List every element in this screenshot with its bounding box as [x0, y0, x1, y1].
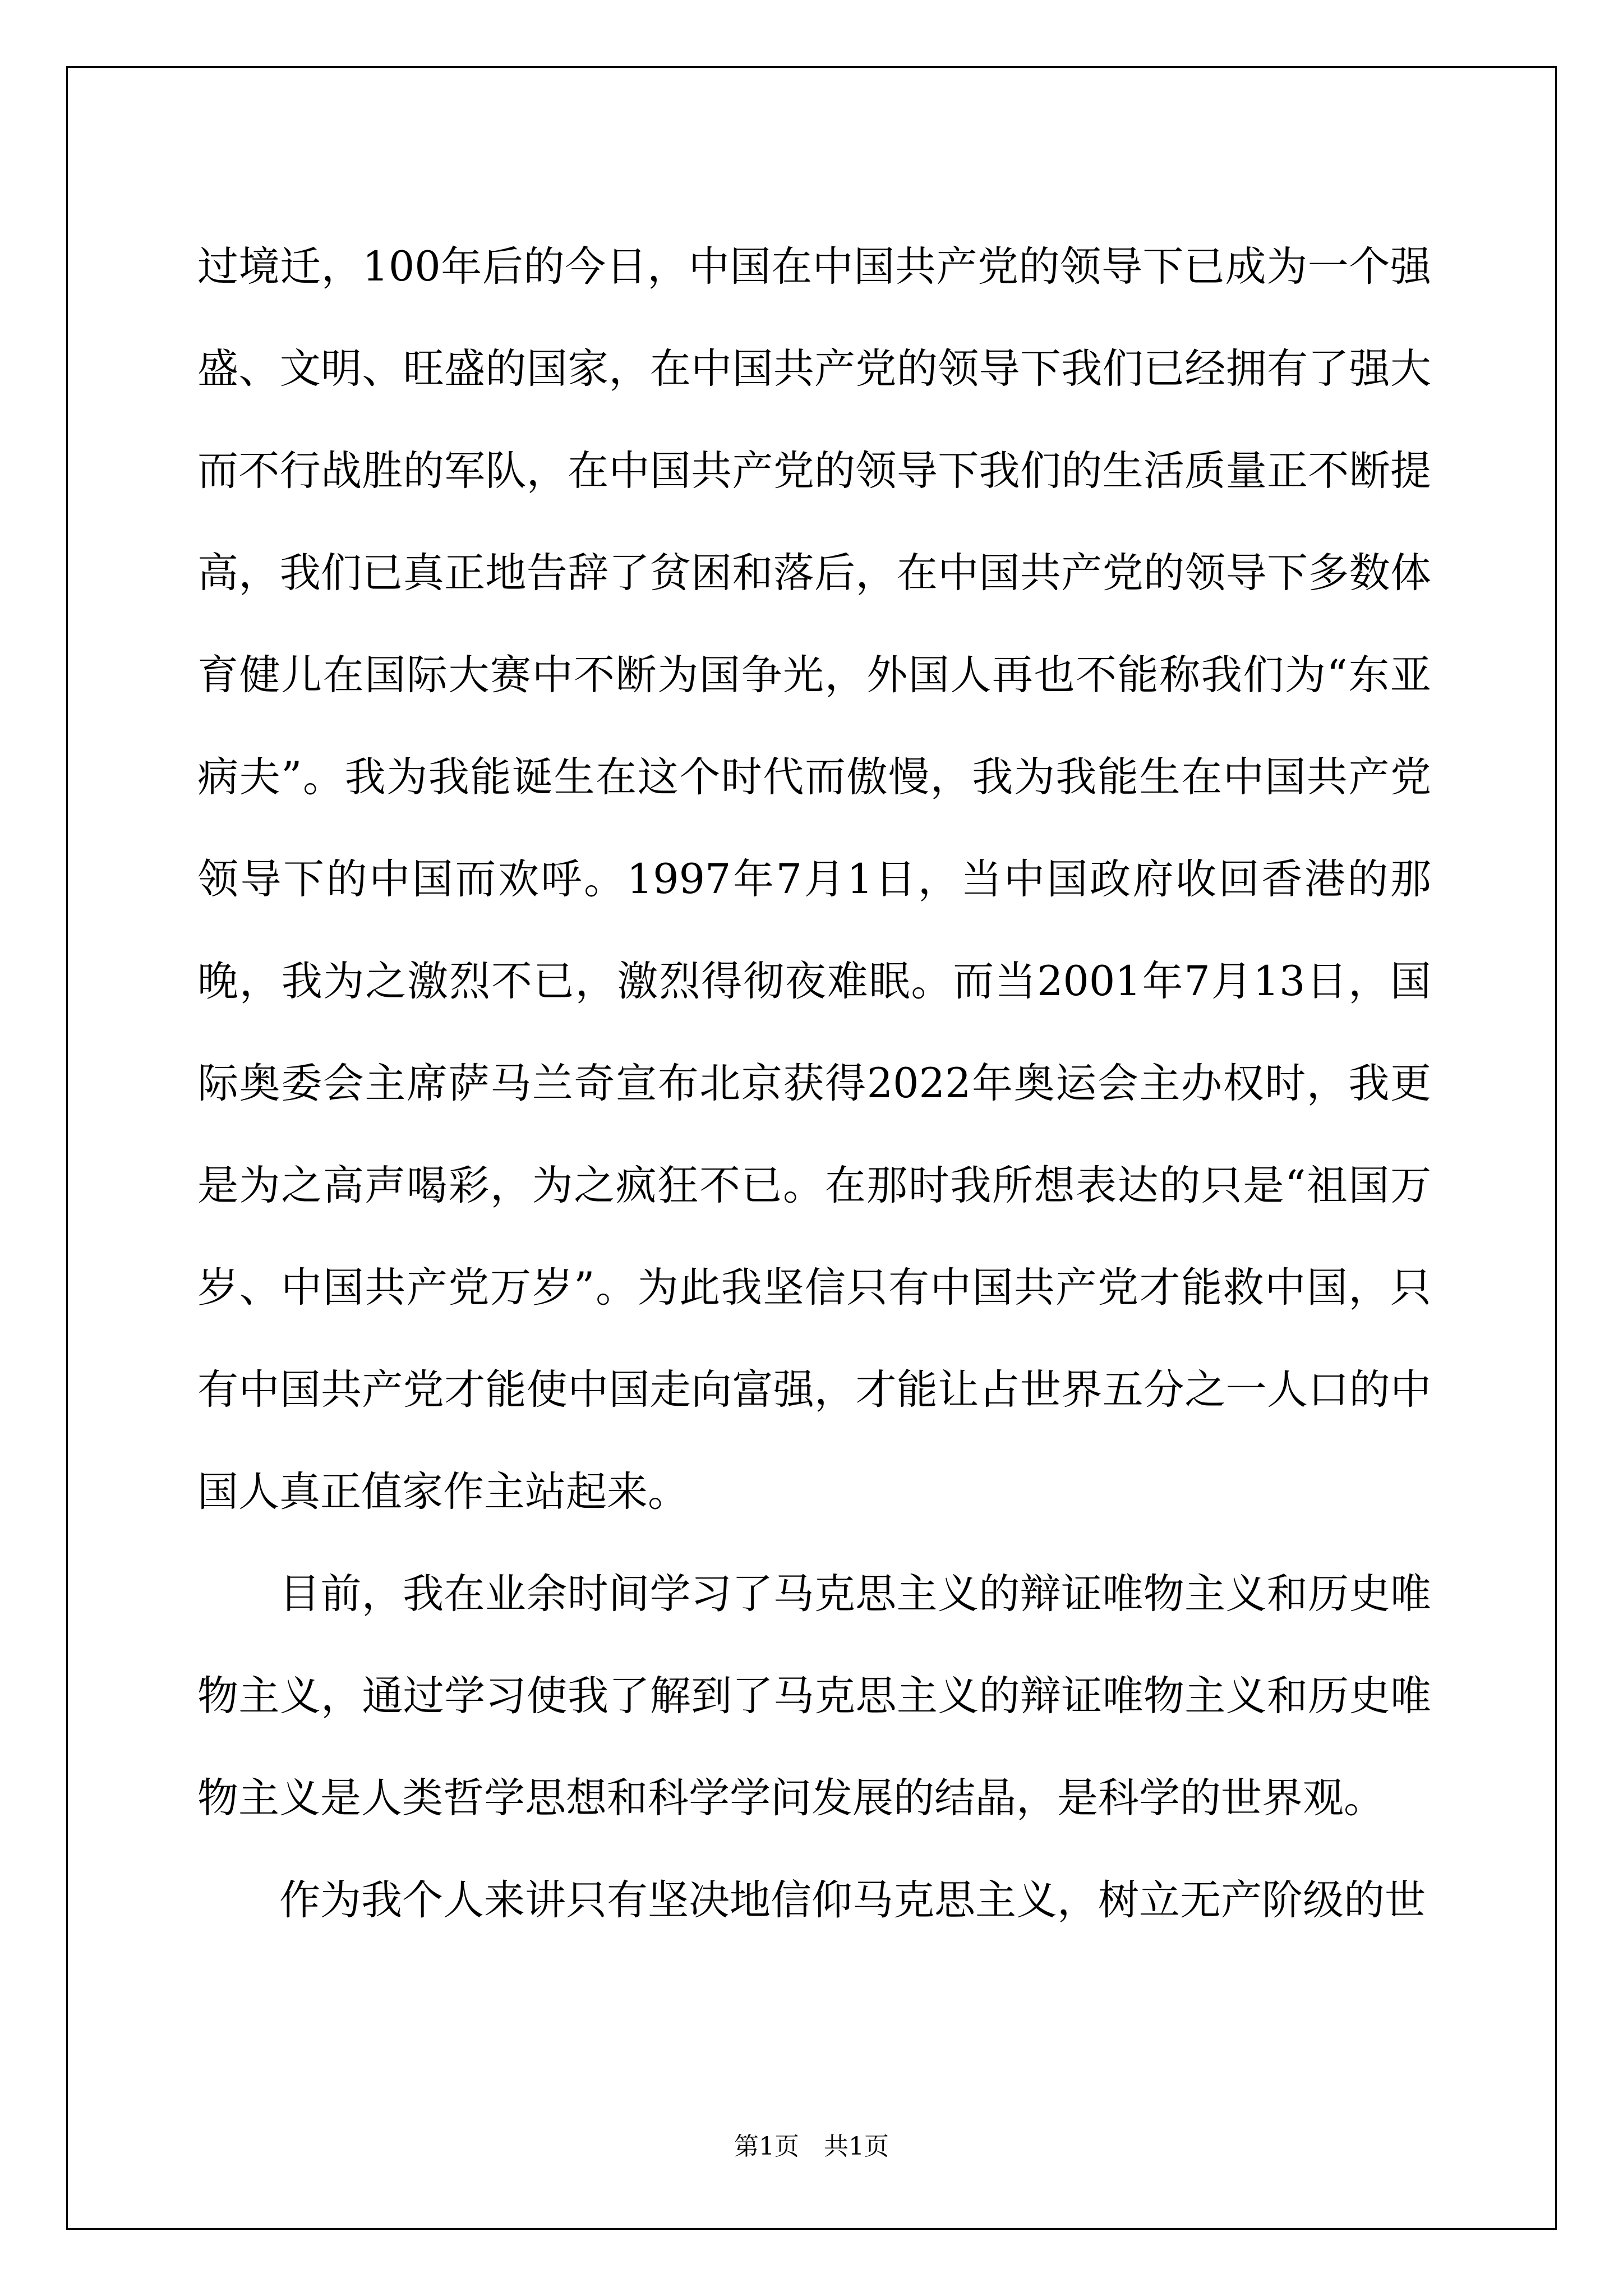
page-number-current: 第1页 — [734, 2132, 799, 2161]
paragraph-2: 目前，我在业余时间学习了马克思主义的辩证唯物主义和历史唯物主义，通过学习使我了解到了马克思主义的辩证唯物主义和历史唯物主义是人类哲学思想和科学学问发展的结晶，是科学的世界观。 — [197, 1570, 1431, 1822]
page-footer — [0, 2126, 1623, 2162]
page-number-total: 共1页 — [824, 2132, 889, 2161]
document-body — [197, 216, 1431, 1952]
paragraph-3: 作为我个人来讲只有坚决地信仰马克思主义，树立无产阶级的世 — [279, 1876, 1426, 1924]
paragraph-1: 过境迁，100年后的今日，中国在中国共产党的领导下已成为一个强盛、文明、旺盛的国家，在中国共产党的领导下我们已经拥有了强大而不行战胜的军队，在中国共产党的领导下我们的生活质量正不断提高，我们已真正地告辞了贫困和落后，在中国共产党的领导下多数体育健儿在国际大赛中不断为国争光，外国人再也不能称我们为“东亚病夫”。我为我能诞生在这个时代而傲慢，我为我能生在中国共产党领导下的中国而欢呼。1997年7月1日，当中国政府收回香港的那晚，我为之激烈不已，激烈得彻夜难眠。而当2001年7月13日，国际奥委会主席萨马兰奇宣布北京获得2022年奥运会主办权时，我更是为之高声喝彩，为之疯狂不已。在那时我所想表达的只是“祖国万岁、中国共产党万岁”。为此我坚信只有中国共产党才能救中国，只有中国共产党才能使中国走向富强，才能让占世界五分之一人口的中国人真正值家作主站起来。 — [197, 243, 1431, 1516]
